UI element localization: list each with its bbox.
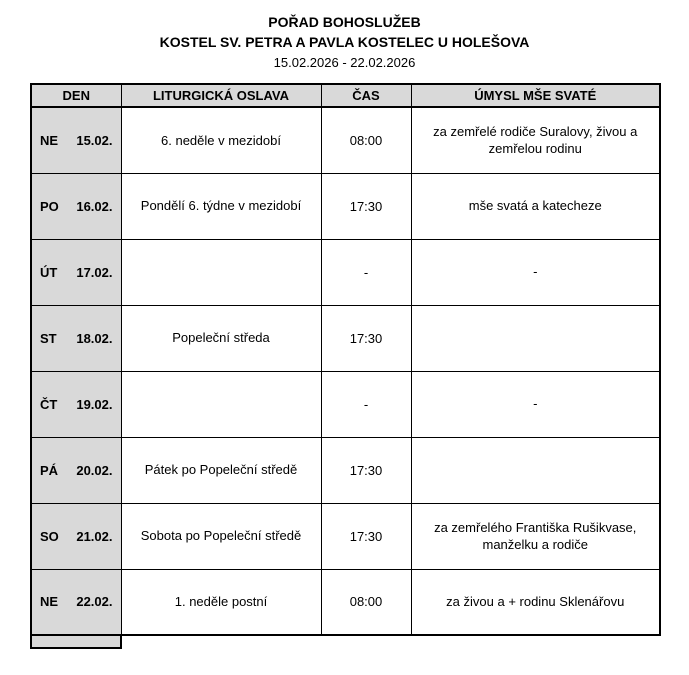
page-title: POŘAD BOHOSLUŽEB	[268, 14, 421, 30]
day-abbrev: PÁ	[40, 462, 59, 478]
day-cell	[31, 437, 121, 503]
table-row	[31, 305, 660, 371]
day-date: 21.02.	[76, 528, 113, 544]
day-abbrev: ČT	[40, 396, 58, 412]
time-cell: 17:30	[321, 173, 411, 239]
day-cell	[31, 371, 121, 437]
day-cell	[31, 503, 121, 569]
day-date: 17.02.	[76, 264, 113, 280]
column-header-liturgicka-oslava: LITURGICKÁ OSLAVA	[121, 84, 321, 107]
day-cell	[31, 569, 121, 635]
header-row	[31, 84, 660, 107]
document-heading	[0, 12, 689, 72]
table-row	[31, 107, 660, 173]
intention-cell	[411, 305, 660, 371]
intention-cell	[411, 437, 660, 503]
day-abbrev: ST	[40, 330, 57, 346]
day-abbrev: NE	[40, 132, 59, 148]
intention-cell: -	[411, 371, 660, 437]
table-header	[31, 84, 660, 107]
date-range: 15.02.2026 - 22.02.2026	[273, 54, 416, 70]
celebration-cell: Pátek po Popeleční středě	[121, 437, 321, 503]
intention-cell: za zemřelého Františka Rušikvase, manželku a rodiče	[411, 503, 660, 569]
day-date: 20.02.	[76, 462, 113, 478]
intention-cell: za zemřelé rodiče Suralovy, živou a zemřelou rodinu	[411, 107, 660, 173]
time-cell: 17:30	[321, 503, 411, 569]
table-row	[31, 437, 660, 503]
time-cell: 08:00	[321, 569, 411, 635]
table-row	[31, 503, 660, 569]
intention-cell: -	[411, 239, 660, 305]
time-cell: -	[321, 371, 411, 437]
day-date: 22.02.	[76, 594, 113, 610]
celebration-cell: 1. neděle postní	[121, 569, 321, 635]
time-cell: -	[321, 239, 411, 305]
day-abbrev: PO	[40, 198, 59, 214]
day-abbrev: ÚT	[40, 264, 58, 280]
celebration-cell: Sobota po Popeleční středě	[121, 503, 321, 569]
celebration-cell: 6. neděle v mezidobí	[121, 107, 321, 173]
intention-cell: za živou a + rodinu Sklenářovu	[411, 569, 660, 635]
day-date: 15.02.	[76, 132, 113, 148]
celebration-cell: Popeleční středa	[121, 305, 321, 371]
celebration-cell: Pondělí 6. týdne v mezidobí	[121, 173, 321, 239]
time-cell: 17:30	[321, 437, 411, 503]
table-row	[31, 569, 660, 635]
day-date: 19.02.	[76, 396, 113, 412]
table-row	[31, 173, 660, 239]
day-cell	[31, 239, 121, 305]
celebration-cell	[121, 239, 321, 305]
time-cell: 17:30	[321, 305, 411, 371]
column-header-den: DEN	[31, 84, 121, 107]
day-abbrev: SO	[40, 528, 59, 544]
day-date: 18.02.	[76, 330, 113, 346]
day-abbrev: NE	[40, 594, 59, 610]
day-cell	[31, 305, 121, 371]
column-header-umysl: ÚMYSL MŠE SVATÉ	[411, 84, 660, 107]
day-date: 16.02.	[76, 198, 113, 214]
table-row	[31, 371, 660, 437]
page-subtitle: KOSTEL SV. PETRA A PAVLA KOSTELEC U HOLEŠOVA	[159, 34, 530, 51]
schedule-table	[30, 83, 661, 636]
time-cell: 08:00	[321, 107, 411, 173]
day-cell	[31, 107, 121, 173]
celebration-cell	[121, 371, 321, 437]
day-cell	[31, 173, 121, 239]
column-header-cas: ČAS	[321, 84, 411, 107]
den-column-footer-strip	[30, 636, 122, 649]
intention-cell: mše svatá a katecheze	[411, 173, 660, 239]
table-row	[31, 239, 660, 305]
